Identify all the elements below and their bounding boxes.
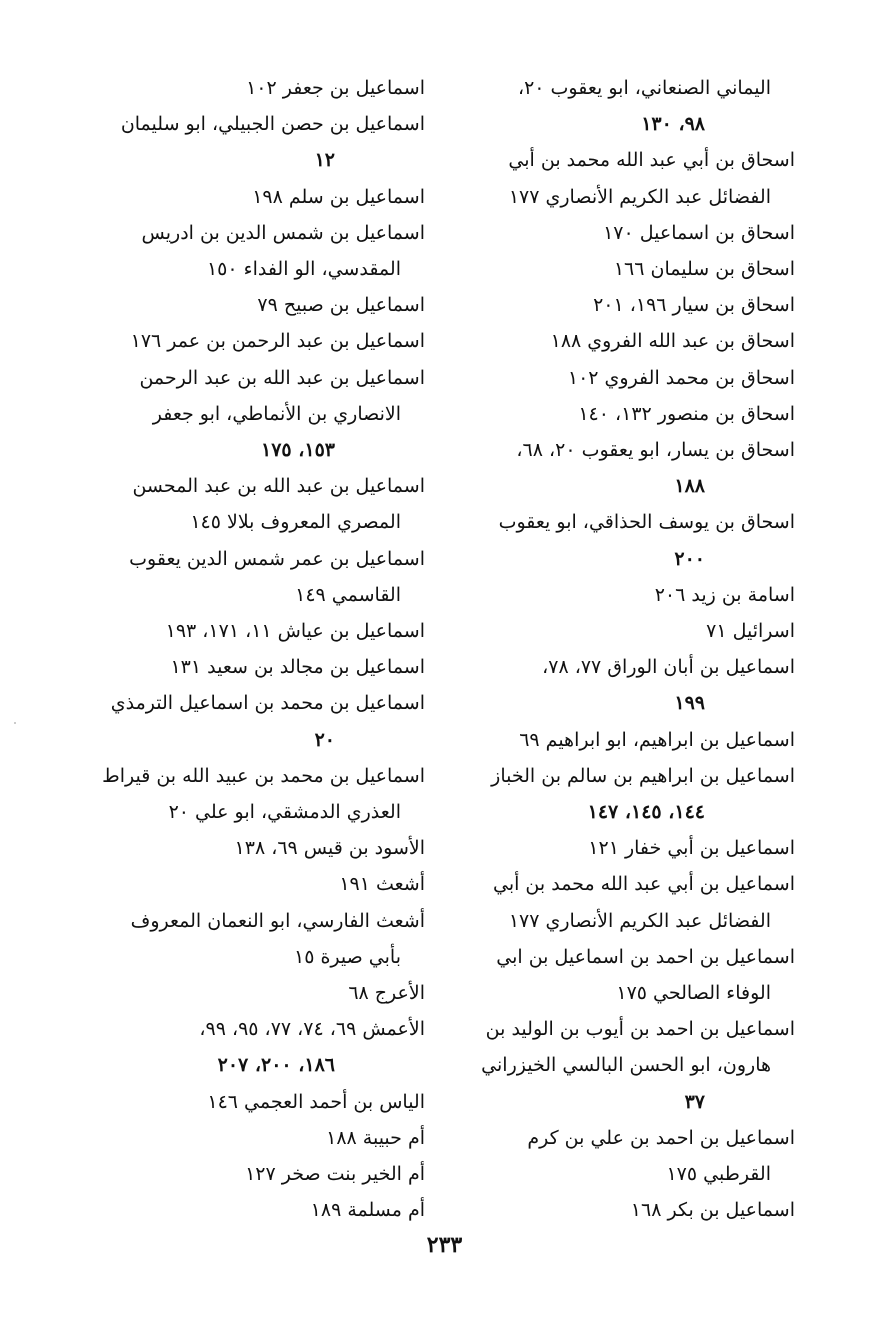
entry-continuation-line: ١٨٦، ٢٠٠، ٢٠٧ bbox=[217, 1054, 335, 1077]
entry-heading-line: اسحاق بن محمد الفروي ١٠٢ bbox=[567, 366, 795, 389]
index-entry bbox=[490, 758, 795, 830]
entry-continuation-line: ٩٨، ١٣٠ bbox=[641, 113, 705, 136]
entry-continuation-line: الفضائل عبد الكريم الأنصاري ١٧٧ bbox=[508, 909, 771, 932]
entry-heading-line: اسماعيل بن عبد الرحمن بن عمر ١٧٦ bbox=[130, 330, 425, 353]
index-entry bbox=[490, 215, 795, 251]
index-entry bbox=[120, 215, 425, 287]
entry-heading-line: اسماعيل بن مجالد بن سعيد ١٣١ bbox=[170, 656, 425, 679]
entry-heading-line: اسماعيل بن أبان الوراق ٧٧، ٧٨، bbox=[542, 656, 795, 679]
index-entry bbox=[120, 541, 425, 613]
page-number: ٢٣٣ bbox=[426, 1232, 463, 1258]
entry-heading-line: اسماعيل بن احمد بن اسماعيل بن ابي bbox=[496, 945, 795, 968]
entry-continuation-line: ١٩٩ bbox=[674, 692, 705, 715]
entry-heading-line: اسامة بن زيد ٢٠٦ bbox=[654, 583, 795, 606]
entry-continuation-line: ٢٠٠ bbox=[674, 547, 705, 570]
entry-heading-line: اسماعيل بن سلم ١٩٨ bbox=[252, 185, 425, 208]
index-entry bbox=[490, 939, 795, 1011]
index-entry bbox=[120, 106, 425, 178]
index-entry bbox=[490, 287, 795, 323]
index-entry bbox=[490, 70, 795, 142]
index-entry bbox=[120, 866, 425, 902]
entry-heading-line: اسحاق بن منصور ١٣٢، ١٤٠ bbox=[578, 402, 795, 425]
entry-continuation-line: القاسمي ١٤٩ bbox=[295, 583, 401, 606]
entry-continuation-line: ٣٧ bbox=[684, 1090, 705, 1113]
entry-heading-line: اسحاق بن سيار ١٩٦، ٢٠١ bbox=[593, 294, 795, 317]
index-entry bbox=[120, 613, 425, 649]
index-entry bbox=[120, 70, 425, 106]
entry-heading-line: اسماعيل بن جعفر ١٠٢ bbox=[246, 77, 425, 99]
index-entry bbox=[120, 1120, 425, 1156]
entry-heading-line: اسماعيل بن أبي خفار ١٢١ bbox=[588, 837, 795, 860]
entry-continuation-line: ١٢ bbox=[314, 149, 335, 172]
index-entry bbox=[481, 1011, 795, 1120]
entry-heading-line: اسماعيل بن عياش ١١، ١٧١، ١٩٣ bbox=[165, 620, 425, 643]
entry-heading-line: أشعث الفارسي، ابو النعمان المعروف bbox=[130, 909, 425, 932]
entry-continuation-line: المقدسي، الو الفداء ١٥٠ bbox=[206, 258, 401, 281]
index-entry bbox=[490, 1120, 795, 1192]
index-entry bbox=[490, 432, 795, 504]
index-entry bbox=[490, 866, 795, 938]
entry-heading-line: اسماعيل بن احمد بن علي بن كرم bbox=[527, 1126, 795, 1149]
index-entry bbox=[490, 360, 795, 396]
entry-heading-line: أم مسلمة ١٨٩ bbox=[310, 1199, 425, 1222]
index-entry bbox=[120, 468, 425, 540]
index-entry bbox=[120, 179, 425, 215]
entry-heading-line: الأعمش ٦٩، ٧٤، ٧٧، ٩٥، ٩٩، bbox=[199, 1018, 425, 1041]
entry-heading-line: اليماني الصنعاني، ابو يعقوب ٢٠، bbox=[517, 77, 771, 99]
entry-heading-line: اسرائيل ٧١ bbox=[706, 620, 795, 643]
entry-heading-line: اسماعيل بن عبد الله بن عبد الرحمن bbox=[139, 366, 425, 389]
index-entry bbox=[490, 649, 795, 721]
index-entry bbox=[490, 504, 795, 576]
index-entry bbox=[120, 323, 425, 359]
entry-heading-line: اسماعيل بن حصن الجبيلي، ابو سليمان bbox=[120, 113, 425, 136]
entry-heading-line: اسماعيل بن عبد الله بن عبد المحسن bbox=[132, 475, 425, 498]
index-entry bbox=[120, 903, 425, 975]
index-entry bbox=[490, 1192, 795, 1228]
entry-heading-line: الياس بن أحمد العجمي ١٤٦ bbox=[207, 1090, 425, 1113]
entry-continuation-line: الفضائل عبد الكريم الأنصاري ١٧٧ bbox=[508, 185, 771, 208]
index-entry bbox=[120, 830, 425, 866]
entry-heading-line: اسماعيل بن شمس الدين بن ادريس bbox=[141, 221, 425, 244]
index-entry bbox=[120, 360, 425, 469]
entry-heading-line: اسماعيل بن محمد بن عبيد الله بن قيراط bbox=[102, 764, 425, 787]
index-entry bbox=[490, 251, 795, 287]
index-entry bbox=[490, 613, 795, 649]
index-entry bbox=[490, 142, 795, 214]
entry-heading-line: اسماعيل بن ابراهيم بن سالم بن الخباز bbox=[491, 764, 795, 787]
entry-continuation-line: الانصاري بن الأنماطي، ابو جعفر bbox=[152, 402, 401, 425]
entry-heading-line: أم حبيبة ١٨٨ bbox=[326, 1126, 425, 1149]
index-entry bbox=[490, 396, 795, 432]
index-entry bbox=[120, 975, 425, 1011]
entry-heading-line: اسماعيل بن صبيح ٧٩ bbox=[257, 294, 425, 317]
entry-heading-line: اسحاق بن عبد الله الفروي ١٨٨ bbox=[550, 330, 795, 353]
entry-continuation-line: ١٤٤، ١٤٥، ١٤٧ bbox=[587, 801, 705, 824]
entry-heading-line: أم الخير بنت صخر ١٢٧ bbox=[245, 1163, 425, 1186]
entry-heading-line: اسماعيل بن عمر شمس الدين يعقوب bbox=[129, 547, 425, 570]
index-entry bbox=[102, 758, 425, 830]
index-entry bbox=[120, 649, 425, 685]
entry-heading-line: اسماعيل بن بكر ١٦٨ bbox=[630, 1199, 795, 1222]
index-entry bbox=[490, 323, 795, 359]
index-entry bbox=[110, 685, 425, 757]
index-column-right bbox=[481, 70, 795, 1229]
entry-heading-line: اسماعيل بن احمد بن أيوب بن الوليد بن bbox=[485, 1018, 795, 1041]
index-entry bbox=[120, 1156, 425, 1192]
index-entry bbox=[490, 577, 795, 613]
entry-heading-line: اسحاق بن سليمان ١٦٦ bbox=[613, 258, 795, 281]
entry-heading-line: اسماعيل بن محمد بن اسماعيل الترمذي bbox=[110, 692, 425, 715]
entry-heading-line: الأسود بن قيس ٦٩، ١٣٨ bbox=[234, 837, 425, 860]
scan-speck bbox=[14, 722, 16, 724]
entry-heading-line: اسحاق بن يوسف الحذاقي، ابو يعقوب bbox=[498, 511, 795, 534]
index-entry bbox=[120, 287, 425, 323]
entry-continuation-line: ١٨٨ bbox=[674, 475, 705, 498]
entry-continuation-line: المصري المعروف بلالا ١٤٥ bbox=[190, 511, 401, 534]
entry-heading-line: اسحاق بن يسار، ابو يعقوب ٢٠، ٦٨، bbox=[516, 439, 795, 462]
entry-continuation-line: ١٥٣، ١٧٥ bbox=[261, 439, 335, 462]
entry-continuation-line: القرطبي ١٧٥ bbox=[666, 1163, 771, 1186]
index-entry bbox=[120, 1084, 425, 1120]
entry-heading-line: اسماعيل بن ابراهيم، ابو ابراهيم ٦٩ bbox=[519, 728, 795, 751]
entry-heading-line: اسحاق بن اسماعيل ١٧٠ bbox=[603, 221, 795, 244]
entry-continuation-line: العذري الدمشقي، ابو علي ٢٠ bbox=[168, 801, 401, 824]
entry-continuation-line: الوفاء الصالحي ١٧٥ bbox=[616, 982, 771, 1005]
entry-continuation-line: هارون، ابو الحسن البالسي الخيزراني bbox=[481, 1054, 771, 1077]
entry-continuation-line: ٢٠ bbox=[314, 728, 335, 751]
entry-continuation-line: بأبي صيرة ١٥ bbox=[293, 945, 401, 968]
index-entry bbox=[120, 1192, 425, 1228]
index-entry bbox=[490, 830, 795, 866]
entry-heading-line: أشعث ١٩١ bbox=[339, 873, 425, 896]
index-column-left bbox=[102, 70, 425, 1229]
entry-heading-line: اسماعيل بن أبي عبد الله محمد بن أبي bbox=[492, 873, 795, 896]
index-entry bbox=[490, 722, 795, 758]
index-entry bbox=[120, 1011, 425, 1083]
entry-heading-line: الأعرج ٦٨ bbox=[348, 982, 425, 1005]
entry-heading-line: اسحاق بن أبي عبد الله محمد بن أبي bbox=[508, 149, 795, 172]
